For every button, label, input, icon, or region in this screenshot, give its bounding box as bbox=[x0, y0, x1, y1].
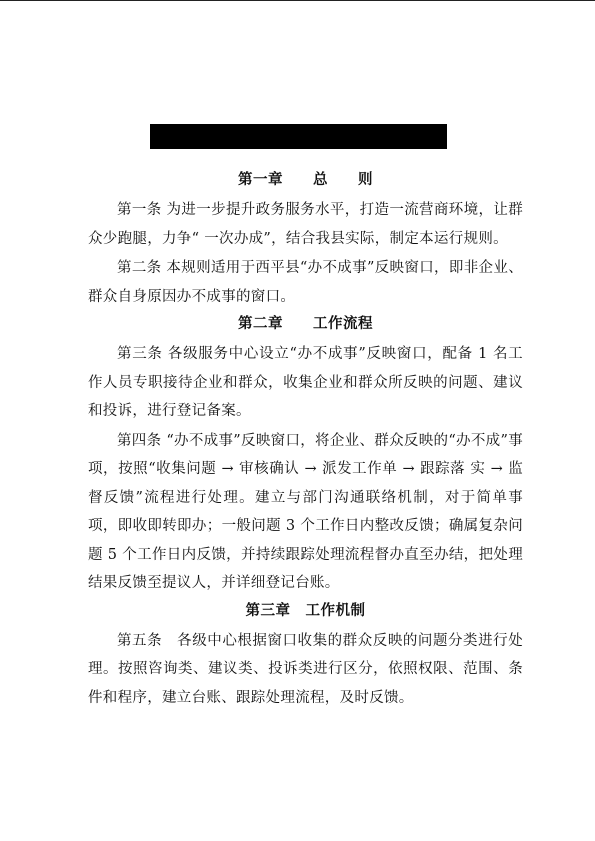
top-rule bbox=[0, 0, 595, 1]
article-1: 第一条 为进一步提升政务服务水平，打造一流营商环境，让群众少跑腿，力争“ 一次办成”，结合我县实际，制定本运行规则。 bbox=[88, 202, 523, 247]
chapter-2-heading: 第二章 工作流程 bbox=[238, 315, 373, 332]
article-5: 第五条 各级中心根据窗口收集的群众反映的问题分类进行处理。按照咨询类、建议类、投诉类进行区分，依照权限、范围、条件和程序，建立台账、跟踪处理流程，及时反馈。 bbox=[88, 632, 523, 706]
document-body bbox=[88, 168, 523, 713]
article-2: 第二条 本规则适用于西平县“办不成事”反映窗口，即非企业、群众自身原因办不成事的窗口。 bbox=[88, 260, 523, 305]
chapter-3-heading: 第三章 工作机制 bbox=[245, 601, 366, 619]
redacted-title-bar bbox=[150, 124, 447, 149]
chapter-1-heading: 第一章 总 则 bbox=[238, 171, 373, 188]
article-4: 第四条 “办不成事”反映窗口，将企业、群众反映的“办不成”事项，按照“收集问题 → 审核确认 → 派发工作单 → 跟踪落 实 → 监督反馈”流程进行处理。建立与部门沟通联络机制，对于简单事项，即收即转即办；一般问题 3 个工作日内整改反馈；确属复杂问题 5 个工作日内反馈，并持续跟踪处理流程督办直至办结，把处理结果反馈至提议人，并详细登记台账。 bbox=[88, 432, 523, 591]
article-3: 第三条 各级服务中心设立“办不成事”反映窗口，配备 1 名工作人员专职接待企业和群众，收集企业和群众所反映的问题、建议和投诉，进行登记备案。 bbox=[88, 346, 523, 419]
